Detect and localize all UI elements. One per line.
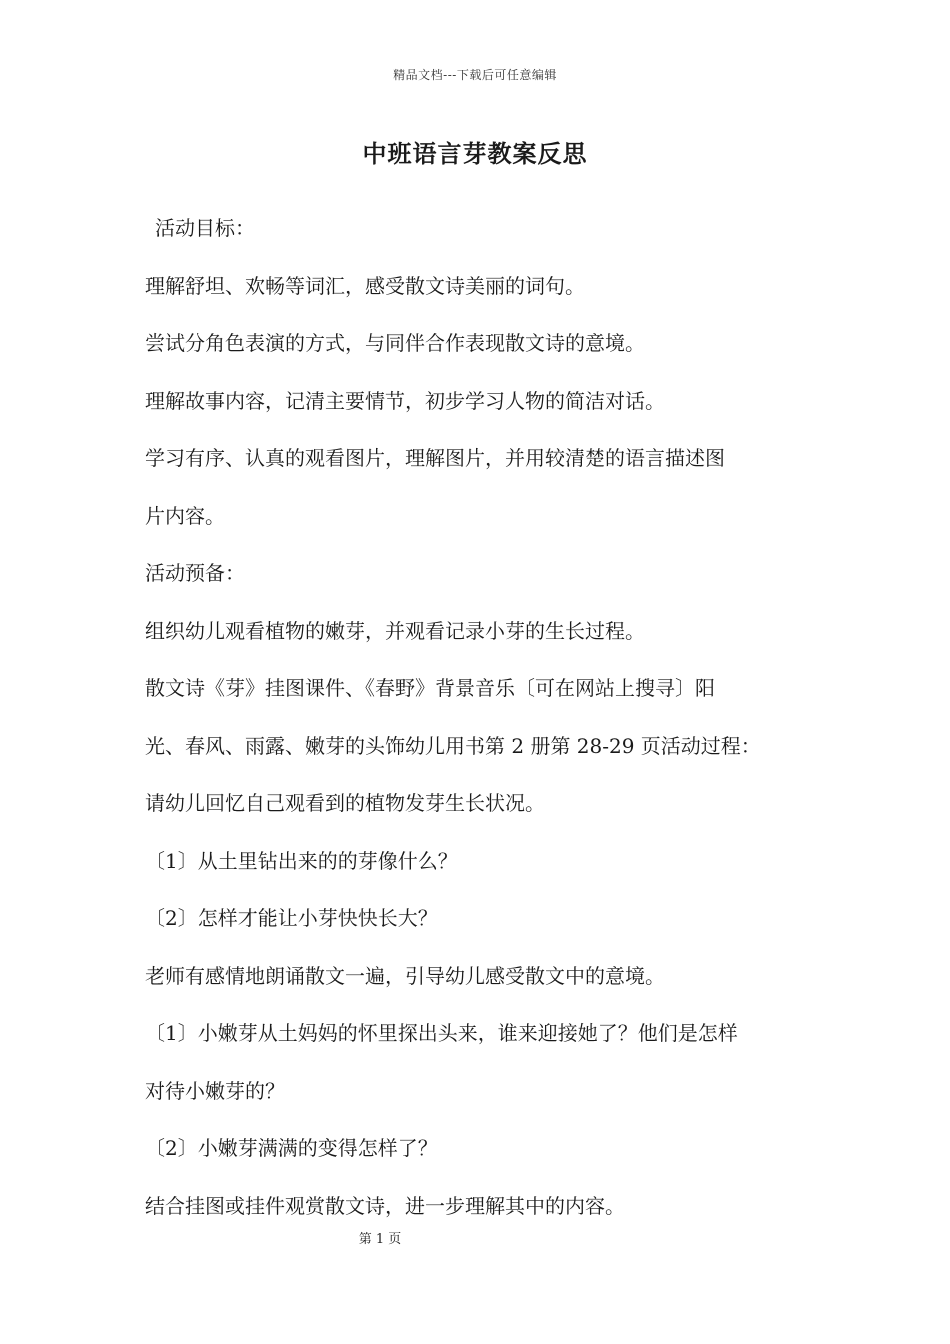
question-line: 〔2〕怎样才能让小芽快快长大？ xyxy=(145,906,438,930)
paragraph-line: 理解故事内容，记清主要情节，初步学习人物的简洁对话。 xyxy=(145,388,665,413)
paragraph-line: 散文诗《芽》挂图课件、《春野》背景音乐〔可在网站上搜寻〕阳 xyxy=(145,676,715,700)
paragraph-line: 组织幼儿观看植物的嫩芽，并观看记录小芽的生长过程。 xyxy=(145,618,645,643)
paragraph-line: 结合挂图或挂件观赏散文诗，进一步理解其中的内容。 xyxy=(145,1193,625,1218)
question-line: 〔2〕小嫩芽满满的变得怎样了？ xyxy=(145,1136,438,1160)
paragraph-line: 尝试分角色表演的方式，与同伴合作表现散文诗的意境。 xyxy=(145,331,645,355)
paragraph-line: 片内容。 xyxy=(145,503,225,528)
paragraph-line: 学习有序、认真的观看图片，理解图片，并用较清楚的语言描述图 xyxy=(145,446,725,470)
paragraph-line: 理解舒坦、欢畅等词汇，感受散文诗美丽的词句。 xyxy=(145,273,585,298)
page-number: 第 1 页 xyxy=(358,1232,402,1247)
paragraph-line: 老师有感情地朗诵散文一遍，引导幼儿感受散文中的意境。 xyxy=(145,963,665,988)
document-title: 中班语言芽教案反思 xyxy=(362,139,588,168)
paragraph-line: 光、春风、雨露、嫩芽的头饰幼儿用书第 2 册第 28-29 页活动过程： xyxy=(145,733,761,758)
paragraph-line: 对待小嫩芽的？ xyxy=(145,1078,285,1103)
document-body xyxy=(145,200,810,1235)
question-line: 〔1〕从土里钻出来的的芽像什么？ xyxy=(145,848,458,873)
section-heading-goals: 活动目标： xyxy=(155,216,255,240)
question-line: 〔1〕小嫩芽从土妈妈的怀里探出头来，谁来迎接她了？他们是怎样 xyxy=(145,1021,738,1045)
page-header: 精品文档---下载后可任意编辑 xyxy=(393,68,557,82)
section-heading-preparation: 活动预备： xyxy=(145,561,245,585)
paragraph-line: 请幼儿回忆自己观看到的植物发芽生长状况。 xyxy=(145,791,545,815)
